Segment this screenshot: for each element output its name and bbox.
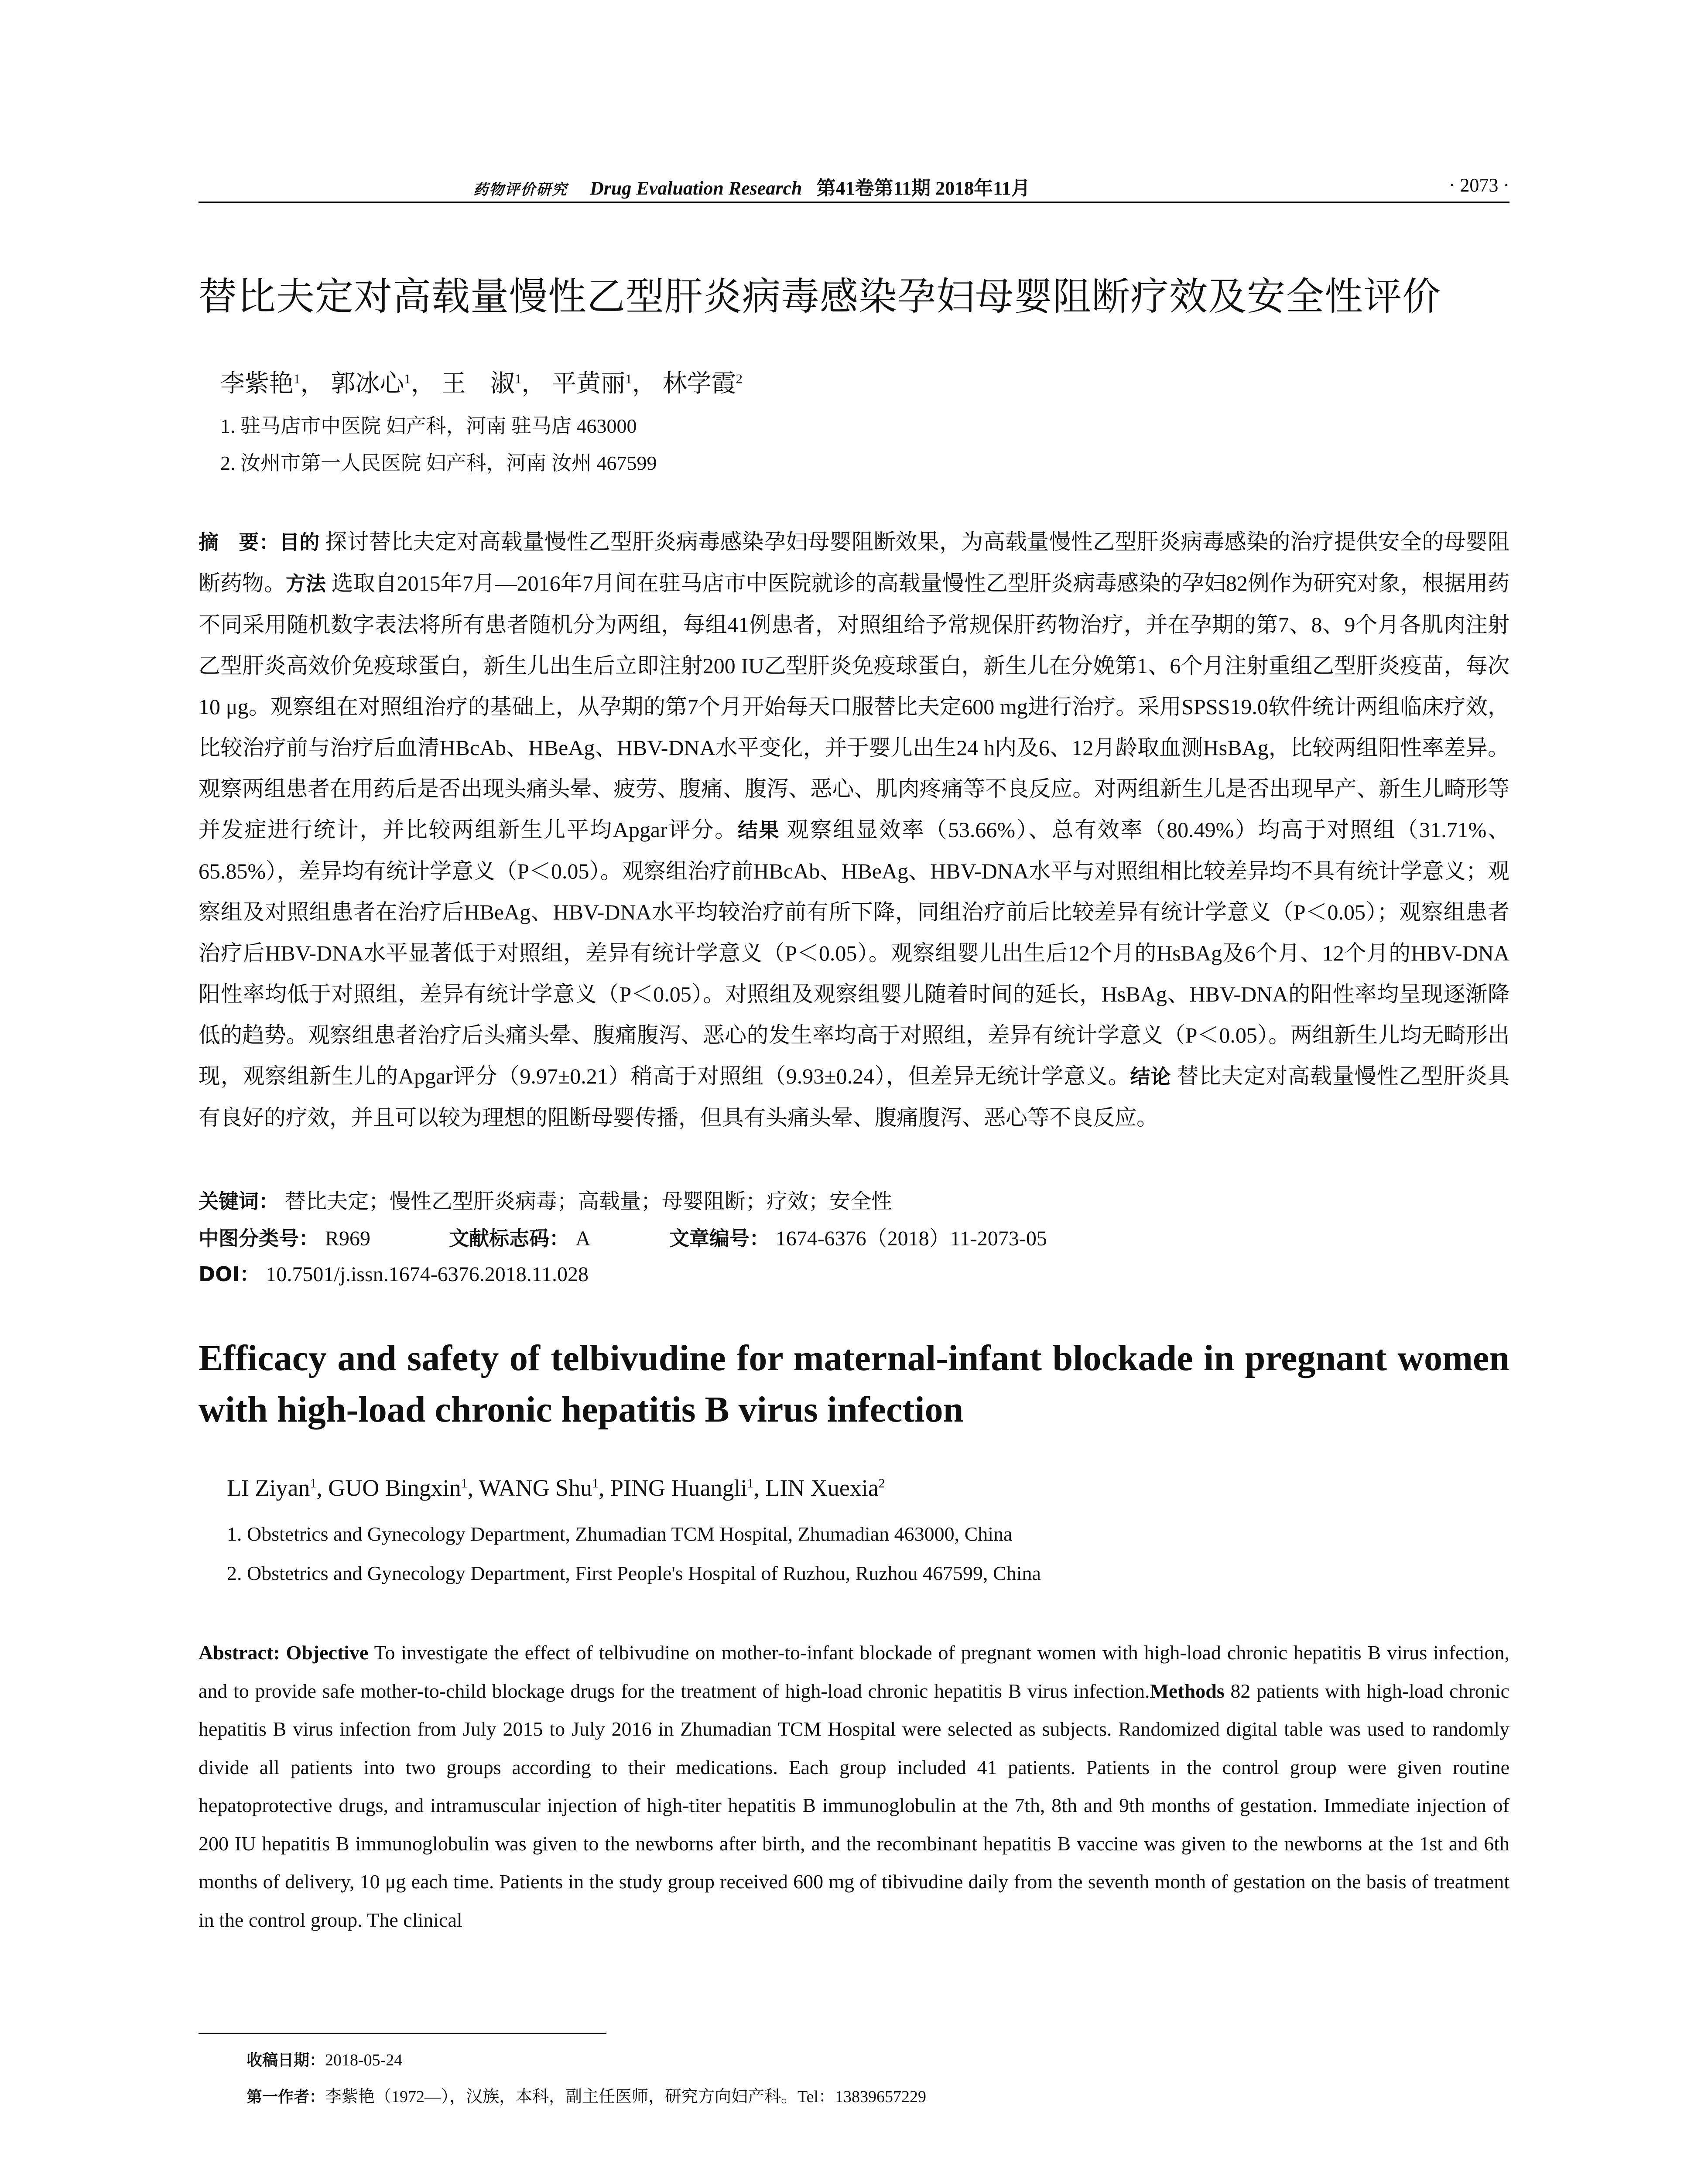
received-date-line bbox=[246, 2048, 402, 2070]
objective-label: Objective bbox=[286, 1641, 369, 1664]
chinese-affiliation-1: 1. 驻马店市中医院 妇产科，河南 驻马店 463000 bbox=[220, 415, 637, 437]
clc-label: 中图分类号： bbox=[199, 1227, 319, 1250]
keywords-label: 关键词： bbox=[199, 1190, 279, 1213]
author: 郭冰心$^1$， bbox=[331, 370, 435, 397]
article-number-label: 文章编号： bbox=[669, 1227, 770, 1250]
header-rule bbox=[199, 202, 1509, 203]
chinese-authors bbox=[220, 364, 743, 399]
results-text: 观察组显效率（53.66%）、总有效率（80.49%）均高于对照组（31.71%、65.85%），差异均有统计学意义（P＜0.05）。观察组治疗前HBcAb、HBeAg、HBV-DNA水平与对照组相比较差异均不具有统计学意义；观察组及对照组患者在治疗后HBeAg、HBV-DNA水平均较治疗前有所下降，同组治疗前后比较差异有统计学意义（P＜0.05）；观察组患者治疗后HBV-DNA水平显著低于对照组，差异有统计学意义（P＜0.05）。观察组婴儿出生后12个月的HsBAg及6个月、12个月的HBV-DNA阳性率均低于对照组，差异有统计学意义（P＜0.05）。对照组及观察组婴儿随着时间的延长，HsBAg、HBV-DNA的阳性率均呈现逐渐降低的趋势。观察组患者治疗后头痛头晕、腹痛腹泻、恶心的发生率均高于对照组，差异有统计学意义（P＜0.05）。两组新生儿均无畸形出现，观察组新生儿的Apgar评分（9.97±0.21）稍高于对照组（9.93±0.24），但差异无统计学意义。 bbox=[199, 817, 1510, 1088]
author: PING Huangli$^1$, bbox=[610, 1475, 766, 1501]
english-title: Efficacy and safety of telbivudine for maternal-infant blockade in pregnant women with high-load chronic hepatitis B virus infection bbox=[199, 1338, 1509, 1430]
methods-label: 方法 bbox=[286, 572, 326, 595]
keywords-line bbox=[199, 1184, 892, 1214]
doi-label: DOI： bbox=[199, 1262, 260, 1286]
first-author-label: 第一作者： bbox=[246, 2088, 325, 2106]
document-code: A bbox=[575, 1227, 591, 1250]
english-authors bbox=[227, 1474, 885, 1501]
author: 李紫艳$^1$， bbox=[220, 370, 325, 397]
author: WANG Shu$^1$, bbox=[479, 1475, 611, 1501]
author: LIN Xuexia$^2$ bbox=[765, 1475, 885, 1501]
received-date: 2018-05-24 bbox=[325, 2051, 403, 2069]
doi-line bbox=[199, 1258, 589, 1287]
chinese-title: 替比夫定对高载量慢性乙型肝炎病毒感染孕妇母婴阻断疗效及安全性评价 bbox=[199, 274, 1441, 319]
received-label: 收稿日期： bbox=[246, 2051, 325, 2069]
methods-label: Methods bbox=[1150, 1679, 1225, 1702]
english-affiliation-1: 1. Obstetrics and Gynecology Department, Zhumadian TCM Hospital, Zhumadian 463000, China bbox=[227, 1523, 1013, 1545]
author: 平黄丽$^1$， bbox=[552, 370, 657, 397]
running-header bbox=[0, 172, 1708, 198]
english-affiliation-2: 2. Obstetrics and Gynecology Department, First People's Hospital of Ruzhou, Ruzhou 467599, China bbox=[227, 1562, 1041, 1584]
author: LI Ziyan$^1$, bbox=[227, 1475, 329, 1501]
first-author-info: 李紫艳（1972—），汉族，本科，副主任医师，研究方向妇产科。Tel：13839657229 bbox=[325, 2088, 927, 2106]
objective-label: 目的 bbox=[279, 530, 320, 554]
methods-text: 82 patients with high-load chronic hepatitis B virus infection from July 2015 to July 2016 in Zhumadian TCM Hospital were selected as subjects. Randomized digital table was used to randomly divide all patients into two groups according to their medications. Each group included 41 patients. Patients in the control group were given routine hepatoprotective drugs, and intramuscular injection of high-titer hepatitis B immunoglobulin at the 7th, 8th and 9th months of gestation. Immediate injection of 200 IU hepatitis B immunoglobulin was given to the newborns after birth, and the recombinant hepatitis B vaccine was given to the newborns at the 1st and 6th months of delivery, 10 μg each time. Patients in the study group received 600 mg of tibivudine daily from the seventh month of gestation on the basis of treatment in the control group. The clinical bbox=[199, 1679, 1509, 1931]
journal-name: Drug Evaluation Research bbox=[590, 178, 802, 199]
chinese-affiliation-2: 2. 汝州市第一人民医院 妇产科，河南 汝州 467599 bbox=[220, 452, 657, 474]
conclusion-text: 替比夫定对高载量慢性乙型肝炎具有良好的疗效，并且可以较为理想的阻断母婴传播，但具有头痛头晕、腹痛腹泻、恶心等不良反应。 bbox=[199, 1064, 1509, 1130]
results-label: 结果 bbox=[737, 818, 780, 842]
issue-info: 第41卷第11期 2018年11月 bbox=[816, 178, 1030, 199]
classification-line bbox=[199, 1221, 1047, 1251]
clc-number: R969 bbox=[325, 1227, 371, 1250]
conclusion-label: 结论 bbox=[1130, 1065, 1171, 1088]
methods-text: 选取自2015年7月—2016年7月间在驻马店市中医院就诊的高载量慢性乙型肝炎病毒感染的孕妇82例作为研究对象，根据用药不同采用随机数字表法将所有患者随机分为两组，每组41例患者，对照组给予常规保肝药物治疗，并在孕期的第7、8、9个月各肌肉注射乙型肝炎高效价免疫球蛋白，新生儿出生后立即注射200 IU乙型肝炎免疫球蛋白，新生儿在分娩第1、6个月注射重组乙型肝炎疫苗，每次10 μg。观察组在对照组治疗的基础上，从孕期的第7个月开始每天口服替比夫定600 mg进行治疗。采用SPSS19.0软件统计两组临床疗效，比较治疗前与治疗后血清HBcAb、HBeAg、HBV-DNA水平变化，并于婴儿出生24 h内及6、12月龄取血测HsBAg，比较两组阳性率差异。观察两组患者在用药后是否出现头痛头晕、疲劳、腹痛、腹泻、恶心、肌肉疼痛等不良反应。对两组新生儿是否出现早产、新生儿畸形等并发症进行统计，并比较两组新生儿平均Apgar评分。 bbox=[199, 571, 1510, 842]
footnote-rule bbox=[199, 2033, 606, 2034]
abstract-label: Abstract: bbox=[199, 1641, 280, 1664]
author: 王 淑$^1$， bbox=[441, 370, 546, 397]
abstract-label: 摘 要： bbox=[199, 530, 280, 554]
article-number: 1674-6376（2018）11-2073-05 bbox=[775, 1227, 1047, 1250]
chinese-abstract bbox=[199, 521, 1509, 1138]
english-abstract bbox=[199, 1634, 1509, 1939]
objective-text: 探讨替比夫定对高载量慢性乙型肝炎病毒感染孕妇母婴阻断效果，为高载量慢性乙型肝炎病毒感染的治疗提供安全的母婴阻断药物。 bbox=[199, 530, 1510, 595]
journal-logo: 药物评价研究 bbox=[473, 182, 568, 198]
doi: 10.7501/j.issn.1674-6376.2018.11.028 bbox=[266, 1263, 589, 1286]
objective-text: To investigate the effect of telbivudine on mother-to-infant blockade of pregnant women with high-load chronic hepatitis B virus infection, and to provide safe mother-to-child blockage drugs for the treatment of high-load chronic hepatitis B virus infection. bbox=[199, 1641, 1510, 1702]
document-code-label: 文献标志码： bbox=[449, 1227, 570, 1250]
page-number: · 2073 · bbox=[1448, 174, 1509, 196]
first-author-line bbox=[246, 2083, 926, 2107]
keywords: 替比夫定；慢性乙型肝炎病毒；高载量；母婴阻断；疗效；安全性 bbox=[285, 1190, 893, 1213]
author: 林学霞$^2$ bbox=[662, 370, 743, 397]
journal-header bbox=[473, 172, 1030, 200]
author: GUO Bingxin$^1$, bbox=[328, 1475, 479, 1501]
